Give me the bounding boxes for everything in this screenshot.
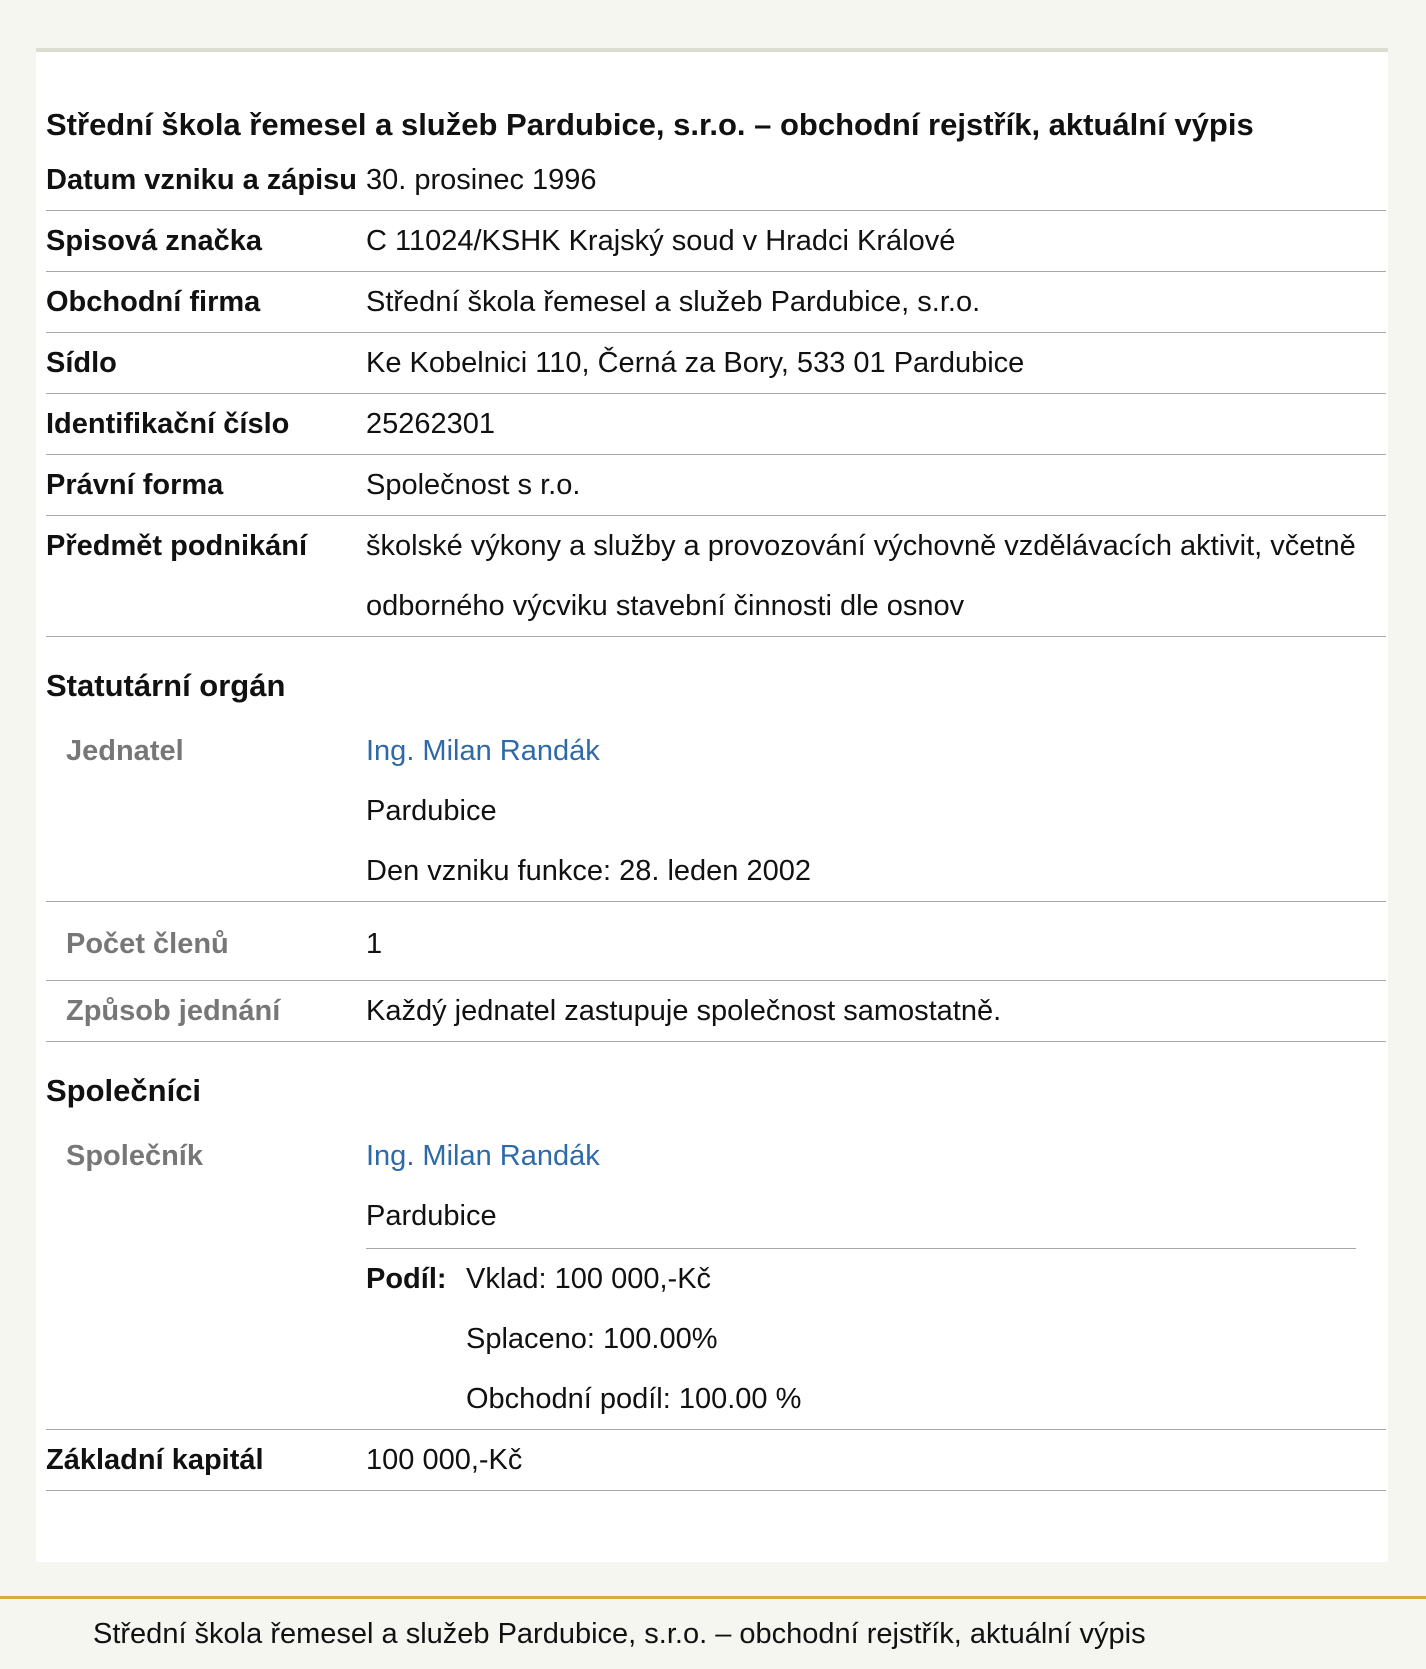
- row-label: Identifikační číslo: [46, 408, 290, 440]
- paid-value: Splaceno: 100.00%: [466, 1323, 718, 1355]
- row-zakladni-kapital: [46, 1430, 1386, 1491]
- row-value: 1: [366, 928, 383, 960]
- row-label: Předmět podnikání: [46, 530, 308, 562]
- row-value: C 11024/KSHK Krajský soud v Hradci Králové: [366, 225, 956, 257]
- row-label: Datum vzniku a zápisu: [46, 164, 358, 196]
- row-pocet-clenu: [46, 902, 1386, 981]
- person-link[interactable]: Ing. Milan Randák: [366, 735, 600, 767]
- row-identifikacni-cislo: [46, 394, 1386, 455]
- register-content: [46, 52, 1386, 1491]
- row-label: Právní forma: [46, 469, 224, 501]
- row-value: Každý jednatel zastupuje společnost samostatně.: [366, 995, 1002, 1027]
- row-zpusob-jednani: [46, 981, 1386, 1042]
- deposit-value: Vklad: 100 000,-Kč: [466, 1263, 712, 1295]
- row-label: Obchodní firma: [46, 286, 261, 318]
- row-sidlo: [46, 333, 1386, 394]
- row-label: Způsob jednání: [66, 995, 281, 1027]
- function-start: Den vzniku funkce: 28. leden 2002: [366, 855, 811, 887]
- row-spisova-znacka: [46, 211, 1386, 272]
- register-card: [36, 48, 1388, 1562]
- row-value: 25262301: [366, 408, 496, 440]
- page-title: Střední škola řemesel a služeb Pardubice, s.r.o. – obchodní rejstřík, aktuální výpis: [46, 107, 1254, 142]
- row-label: Počet členů: [66, 928, 229, 960]
- row-value: Společnost s r.o.: [366, 469, 581, 501]
- row-value: školské výkony a služby a provozování výchovně vzdělávacích aktivit, včetně odborného výcviku stavební činnosti dle osnov: [366, 530, 1356, 622]
- person-city: Pardubice: [366, 1200, 497, 1232]
- jednatel-details: [366, 721, 1386, 901]
- row-pravni-forma: [46, 455, 1386, 516]
- share-block: [366, 1248, 1356, 1429]
- row-datum-vzniku: [46, 150, 1386, 211]
- person-link[interactable]: Ing. Milan Randák: [366, 1140, 600, 1172]
- statutory-heading: Statutární orgán: [46, 668, 286, 703]
- row-spolecnik: [46, 1126, 1386, 1430]
- row-label: Společník: [66, 1140, 203, 1172]
- row-value: Ke Kobelnici 110, Černá za Bory, 533 01 Pardubice: [366, 347, 1025, 379]
- row-label: Základní kapitál: [46, 1444, 264, 1476]
- spolecnik-details: [366, 1126, 1386, 1429]
- business-share-value: Obchodní podíl: 100.00 %: [466, 1383, 802, 1415]
- share-values: [466, 1249, 801, 1429]
- row-jednatel: [46, 721, 1386, 902]
- row-label: Sídlo: [46, 347, 117, 379]
- footer-caption: Střední škola řemesel a služeb Pardubice, s.r.o. – obchodní rejstřík, aktuální výpis: [0, 1596, 1426, 1668]
- row-obchodni-firma: [46, 272, 1386, 333]
- row-value: 100 000,-Kč: [366, 1444, 523, 1476]
- row-value: 30. prosinec 1996: [366, 164, 597, 196]
- row-value: Střední škola řemesel a služeb Pardubice, s.r.o.: [366, 286, 981, 318]
- row-predmet-podnikani: [46, 516, 1386, 637]
- person-city: Pardubice: [366, 795, 497, 827]
- row-label: Jednatel: [66, 735, 184, 767]
- share-label: Podíl:: [366, 1263, 447, 1295]
- partners-heading: Společníci: [46, 1073, 202, 1108]
- row-label: Spisová značka: [46, 225, 262, 257]
